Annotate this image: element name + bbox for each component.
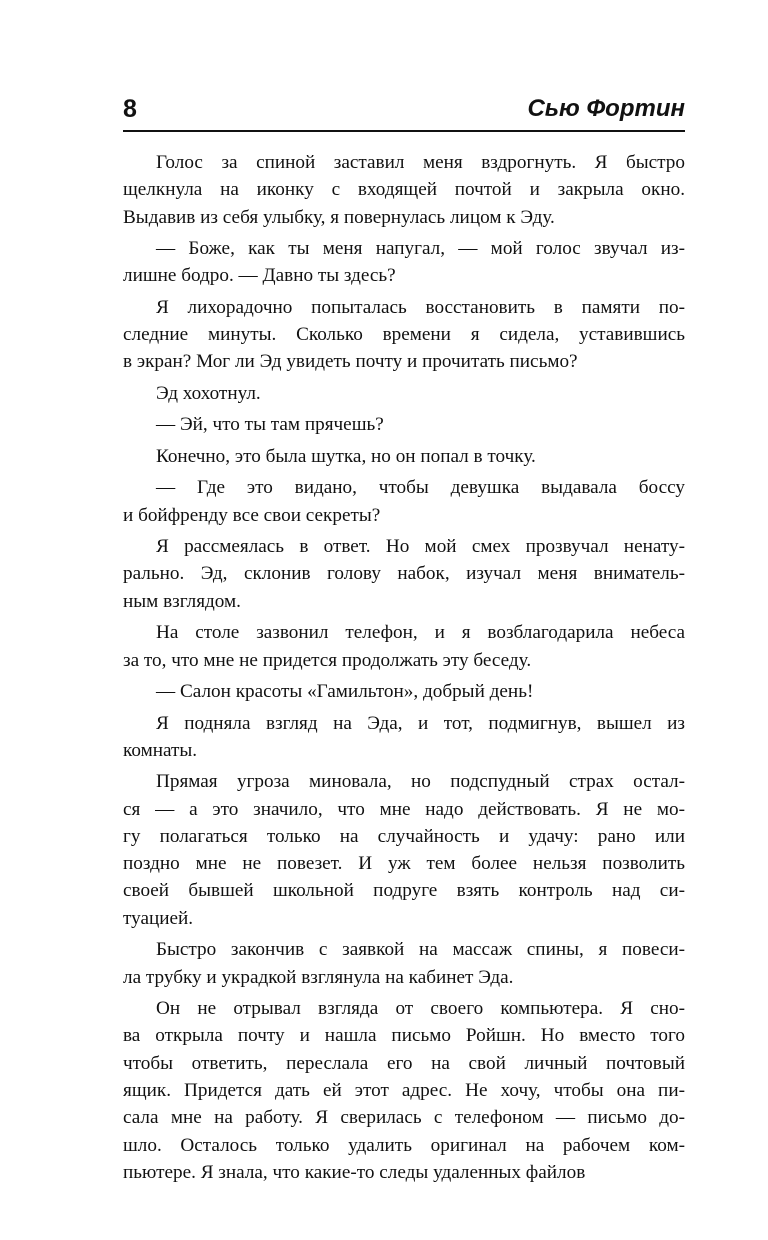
text-line: — Боже, как ты меня напугал, — мой голос звучал из-: [156, 238, 685, 260]
text-line: ящик. Придется дать ей этот адрес. Не хочу, чтобы она пи-: [123, 1079, 685, 1101]
text-line: и бойфренду все свои секреты?: [123, 504, 381, 526]
text-line: Прямая угроза миновала, но подспудный страх остал-: [156, 771, 685, 793]
text-line: за то, что мне не придется продолжать эту беседу.: [123, 649, 532, 671]
text-line: ся — а это значило, что мне надо действовать. Я не мо-: [123, 798, 685, 820]
text-line: своей бывшей школьной подруге взять контроль над си-: [123, 880, 685, 902]
text-line: Выдавив из себя улыбку, я повернулась лицом к Эду.: [123, 206, 555, 228]
text-line: Он не отрывал взгляда от своего компьютера. Я сно-: [156, 998, 685, 1020]
paragraph: [123, 149, 685, 231]
paragraph: [123, 995, 685, 1186]
paragraph: [123, 235, 685, 290]
paragraph: [123, 411, 685, 438]
text-line: Эд хохотнул.: [156, 382, 261, 404]
paragraph: [123, 768, 685, 932]
text-line: комнаты.: [123, 739, 198, 761]
running-head: [123, 92, 685, 132]
text-line: гу полагаться только на случайность и удачу: рано или: [123, 825, 685, 847]
paragraph: [123, 710, 685, 765]
body-text: [123, 149, 685, 1186]
paragraph: [123, 294, 685, 376]
text-line: Конечно, это была шутка, но он попал в точку.: [156, 445, 536, 467]
running-title: Сью Фортин: [527, 95, 685, 122]
paragraph: [123, 474, 685, 529]
text-line: ва открыла почту и нашла письмо Ройшн. Но вместо того: [123, 1025, 685, 1047]
paragraph: [123, 619, 685, 674]
paragraph: [123, 533, 685, 615]
paragraph: [123, 443, 685, 470]
text-line: шло. Осталось только удалить оригинал на рабочем ком-: [123, 1134, 685, 1156]
text-line: — Эй, что ты там прячешь?: [156, 414, 384, 436]
text-line: — Салон красоты «Гамильтон», добрый день!: [156, 681, 534, 703]
text-line: Я рассмеялась в ответ. Но мой смех прозвучал ненату-: [156, 536, 685, 558]
text-line: Голос за спиной заставил меня вздрогнуть. Я быстро: [156, 152, 685, 173]
text-line: щелкнула на иконку с входящей почтой и закрыла окно.: [123, 179, 685, 201]
paragraph: [123, 936, 685, 991]
text-line: — Где это видано, чтобы девушка выдавала боссу: [156, 477, 685, 499]
paragraph: [123, 380, 685, 407]
text-line: Я лихорадочно попыталась восстановить в памяти по-: [156, 296, 685, 318]
text-line: сала мне на работу. Я сверилась с телефоном — письмо до-: [123, 1107, 685, 1129]
text-line: чтобы ответить, переслала его на свой личный почтовый: [123, 1052, 685, 1074]
text-line: лишне бодро. — Давно ты здесь?: [123, 265, 396, 287]
text-line: следние минуты. Сколько времени я сидела, уставившись: [123, 324, 685, 346]
text-line: пьютере. Я знала, что какие-то следы удаленных файлов: [123, 1161, 586, 1183]
text-line: Я подняла взгляд на Эда, и тот, подмигнув, вышел из: [156, 712, 685, 734]
text-line: Быстро закончив с заявкой на массаж спины, я повеси-: [156, 939, 685, 961]
text-line: ла трубку и украдкой взглянула на кабинет Эда.: [123, 966, 514, 988]
text-line: в экран? Мог ли Эд увидеть почту и прочитать письмо?: [123, 351, 578, 373]
text-line: На столе зазвонил телефон, и я возблагодарила небеса: [156, 622, 685, 644]
paragraph: [123, 678, 685, 705]
text-line: туацией.: [123, 907, 194, 929]
text-line: рально. Эд, склонив голову набок, изучал меня вниматель-: [123, 563, 685, 585]
text-line: ным взглядом.: [123, 590, 241, 612]
page-number: 8: [123, 95, 137, 123]
text-line: поздно мне не повезет. И уж тем более нельзя позволить: [123, 853, 685, 875]
